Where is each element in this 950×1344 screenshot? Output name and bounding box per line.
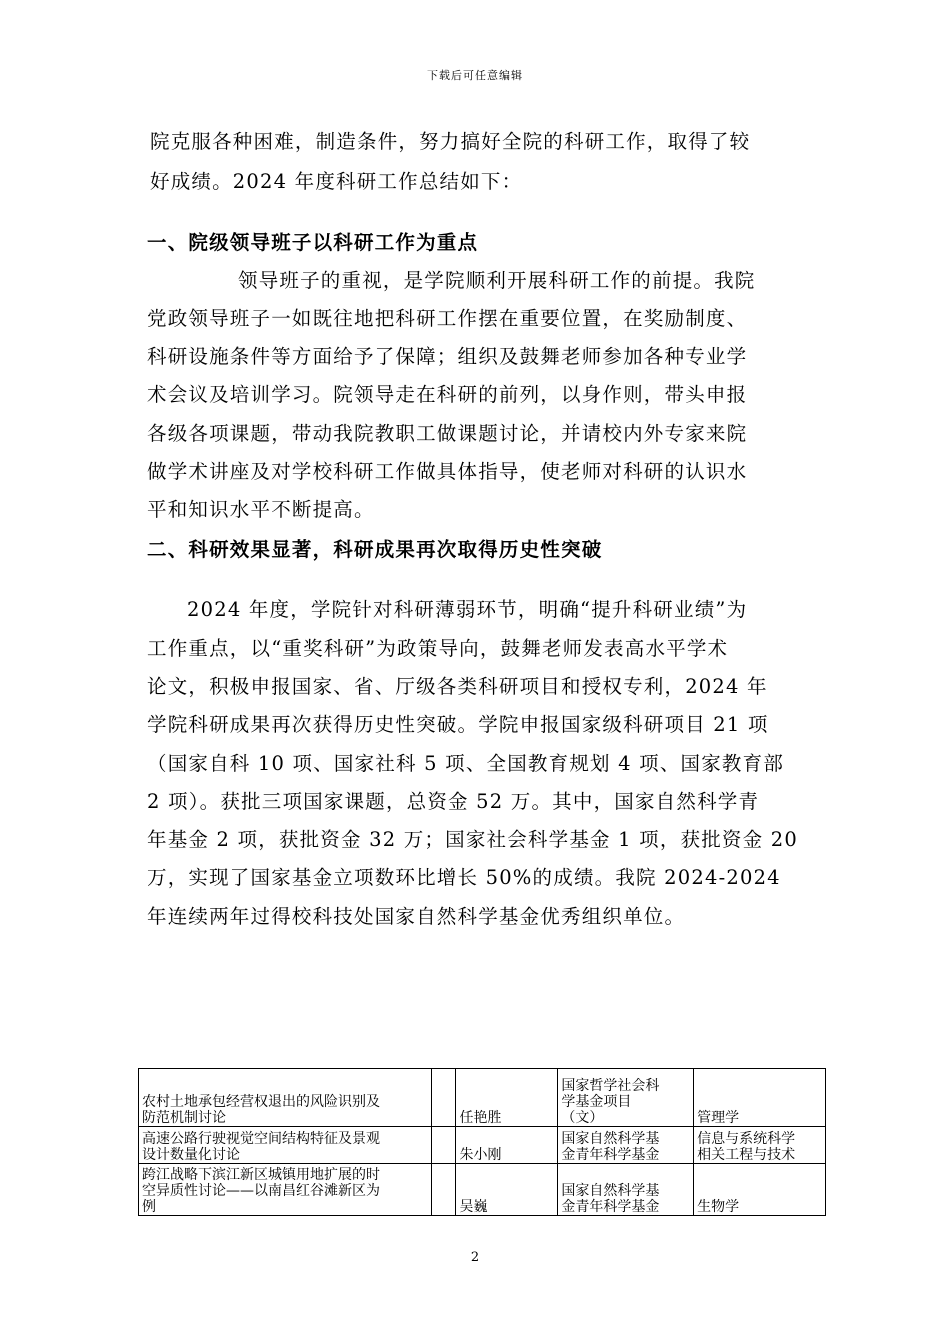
project-title-line: 空异质性讨论——以南昌红谷滩新区为 (142, 1183, 380, 1199)
section1-line-6: 做学术讲座及对学校科研工作做具体指导，使老师对科研的认识水 (147, 460, 748, 483)
project-title-line: 设计数量化讨论 (142, 1147, 240, 1163)
intro-line-2: 好成绩。2024 年度科研工作总结如下： (150, 170, 523, 193)
discipline-line: 管理学 (697, 1110, 740, 1126)
section2-line-5: （国家自科 10 项、国家社科 5 项、全国教育规划 4 项、国家教育部 (147, 752, 785, 775)
table-row (139, 1164, 826, 1216)
page-number: 2 (470, 1250, 480, 1265)
fund-type-line: 金青年科学基金 (561, 1199, 660, 1215)
section1-line-7: 平和知识水平不断提高。 (147, 498, 375, 521)
fund-type-cell (558, 1069, 694, 1127)
section2-line-8: 万，实现了国家基金立项数环比增长 50%的成绩。我院 2024-2024 (147, 866, 781, 889)
discipline-cell (694, 1164, 826, 1216)
table-row (139, 1127, 826, 1164)
project-title-cell (139, 1069, 432, 1127)
fund-type-cell (558, 1127, 694, 1164)
fund-type-line: （文） (561, 1110, 604, 1126)
section1-line-2: 党政领导班子一如既往地把科研工作摆在重要位置，在奖励制度、 (147, 307, 748, 330)
project-title-cell (139, 1127, 432, 1164)
section2-line-2: 工作重点，以“重奖科研”为政策导向，鼓舞老师发表高水平学术 (147, 637, 729, 660)
fund-type-line: 国家自然科学基 (561, 1183, 660, 1199)
principal-cell: 朱小刚 (456, 1127, 558, 1164)
project-title-line: 农村土地承包经营权退出的风险识别及 (142, 1094, 380, 1110)
section2-line-9: 年连续两年过得校科技处国家自然科学基金优秀组织单位。 (147, 905, 686, 928)
section1-line-1: 领导班子的重视，是学院顺利开展科研工作的前提。我院 (238, 269, 756, 292)
project-title-line: 防范机制讨论 (142, 1110, 226, 1126)
section1-line-4: 术会议及培训学习。院领导走在科研的前列，以身作则，带头申报 (147, 383, 748, 406)
fund-type-line: 金青年科学基金 (561, 1147, 660, 1163)
discipline-cell (694, 1127, 826, 1164)
section2-line-7: 年基金 2 项，获批资金 32 万；国家社会科学基金 1 项，获批资金 20 (147, 828, 798, 851)
project-table (138, 1068, 826, 1216)
project-title-line: 跨江战略下滨江新区城镇用地扩展的时 (142, 1167, 380, 1183)
intro-line-1: 院克服各种困难，制造条件，努力搞好全院的科研工作，取得了较 (150, 130, 751, 153)
project-title-line: 例 (142, 1199, 156, 1215)
blank-cell (431, 1069, 456, 1127)
section1-line-5: 各级各项课题，带动我院教职工做课题讨论，并请校内外专家来院 (147, 422, 748, 445)
section2-line-3: 论文，积极申报国家、省、厅级各类科研项目和授权专利，2024 年 (147, 675, 768, 698)
section1-line-3: 科研设施条件等方面给予了保障；组织及鼓舞老师参加各种专业学 (147, 345, 748, 368)
section2-line-1: 2024 年度，学院针对科研薄弱环节，明确“提升科研业绩”为 (187, 598, 748, 621)
section2-line-6: 2 项）。获批三项国家课题，总资金 52 万。其中，国家自然科学青 (147, 790, 760, 813)
discipline-cell (694, 1069, 826, 1127)
blank-cell (431, 1164, 456, 1216)
fund-type-cell (558, 1164, 694, 1216)
project-title-cell (139, 1164, 432, 1216)
principal-cell: 任艳胜 (456, 1069, 558, 1127)
discipline-line: 相关工程与技术 (697, 1147, 796, 1163)
table-row (139, 1069, 826, 1127)
section2-line-4: 学院科研成果再次获得历史性突破。学院申报国家级科研项目 21 项 (147, 713, 769, 736)
project-title-line: 高速公路行驶视觉空间结构特征及景观 (142, 1131, 380, 1147)
discipline-line: 生物学 (697, 1199, 740, 1215)
fund-type-line: 学基金项目 (561, 1094, 632, 1110)
discipline-line: 信息与系统科学 (697, 1131, 796, 1147)
section1-heading: 一、院级领导班子以科研工作为重点 (147, 231, 479, 254)
principal-cell: 吴巍 (456, 1164, 558, 1216)
blank-cell (431, 1127, 456, 1164)
page-header: 下载后可任意编辑 (427, 69, 523, 82)
fund-type-line: 国家自然科学基 (561, 1131, 660, 1147)
section2-heading: 二、科研效果显著，科研成果再次取得历史性突破 (147, 538, 603, 561)
fund-type-line: 国家哲学社会科 (561, 1078, 660, 1094)
